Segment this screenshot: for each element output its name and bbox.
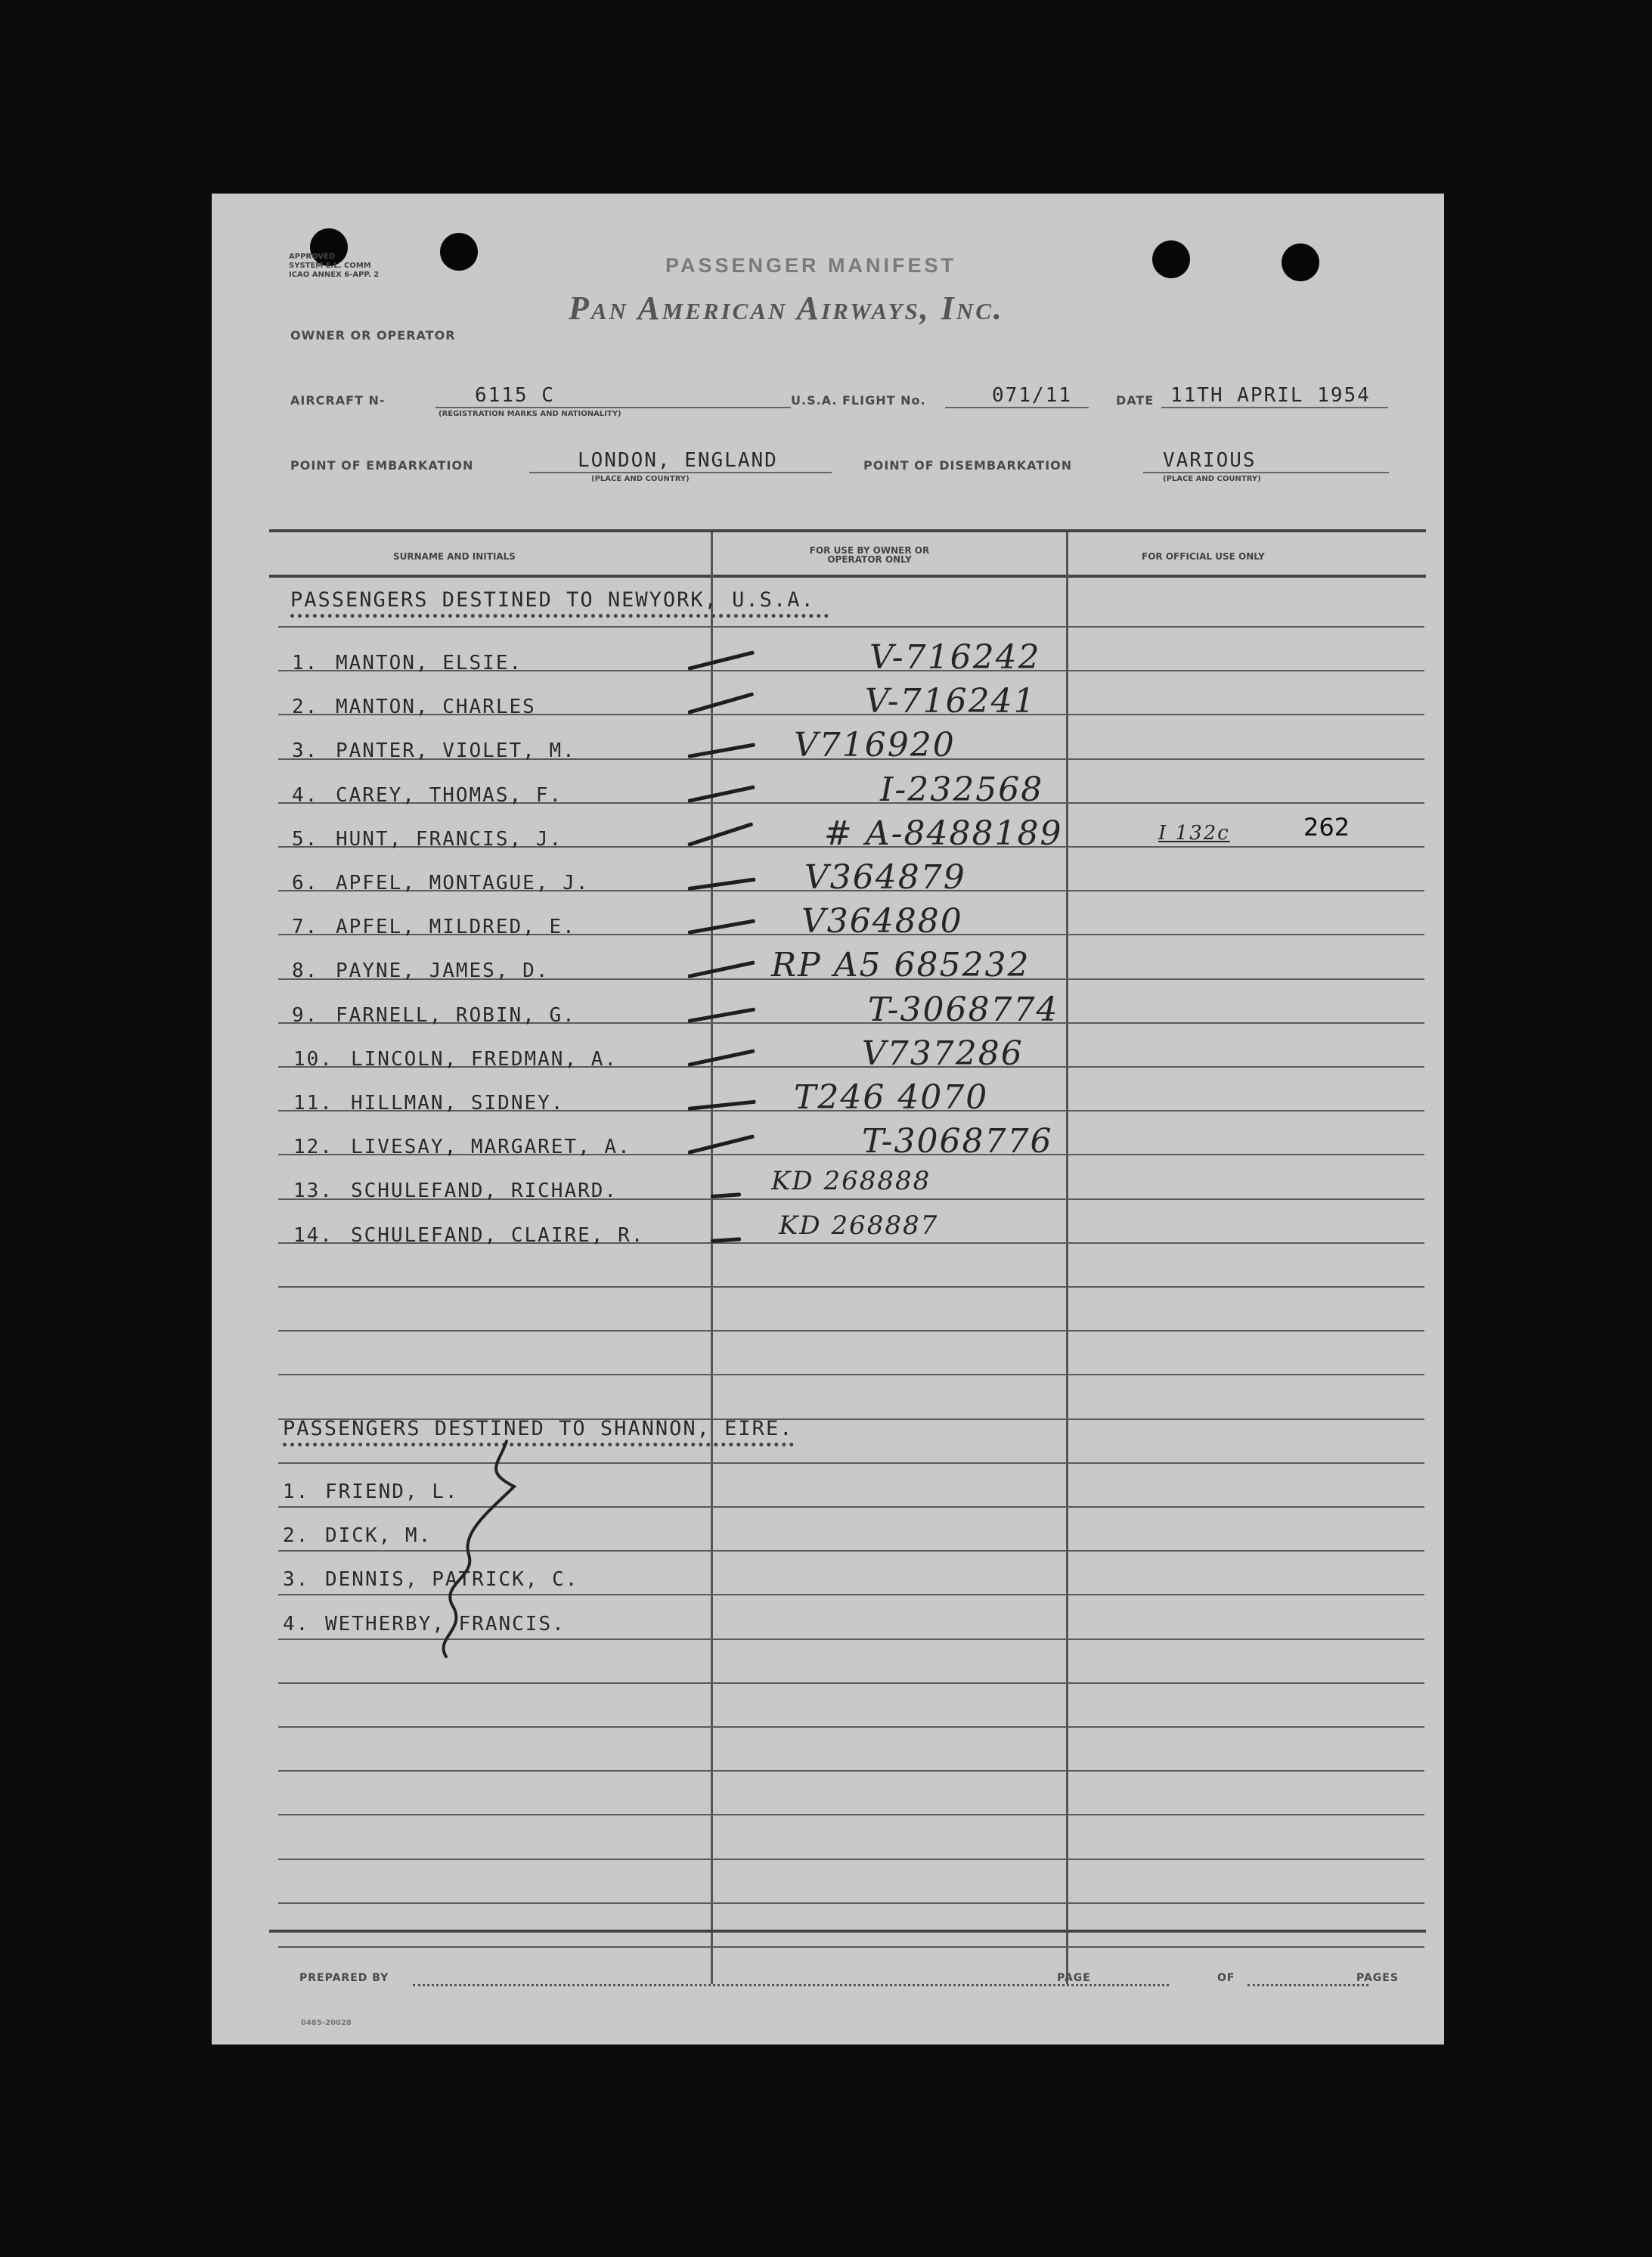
passenger-name: PAYNE, JAMES, D. [336, 960, 550, 983]
disembark-label: POINT OF DISEMBARKATION [863, 458, 1073, 473]
passport-number: V737286 [862, 1034, 1024, 1073]
passport-number: T246 4070 [794, 1078, 989, 1117]
check-mark [687, 650, 755, 671]
passenger-number: 4. [292, 783, 319, 807]
column-header-surname: SURNAME AND INITIALS [393, 551, 516, 562]
disembark-underline [1143, 472, 1389, 473]
row-rule [278, 1682, 1424, 1684]
pages-label: PAGES [1356, 1972, 1399, 1984]
punch-hole [1152, 240, 1190, 278]
passenger-number: 5. [292, 827, 319, 851]
embark-label: POINT OF EMBARKATION [290, 458, 474, 473]
check-mark [687, 692, 754, 715]
passenger-name: SCHULEFAND, RICHARD. [351, 1180, 618, 1203]
check-mark [687, 1049, 755, 1067]
passport-number: V364880 [801, 902, 963, 941]
prepared-by-label: PREPARED BY [299, 1972, 389, 1984]
embark-sub: (PLACE AND COUNTRY) [591, 475, 690, 483]
section-heading-newyork: PASSENGERS DESTINED TO NEWYORK, U.S.A. [290, 588, 815, 612]
passenger-number: 2. [292, 696, 319, 719]
row-rule [278, 1902, 1424, 1904]
passenger-number: 14. [293, 1223, 333, 1247]
flight-underline [945, 407, 1089, 408]
passenger-name: PANTER, VIOLET, M. [336, 739, 576, 763]
punch-hole [440, 233, 478, 271]
heading-dotted-underline [283, 1443, 794, 1446]
passenger-number: 9. [292, 1003, 319, 1027]
passenger-number: 1. [283, 1480, 310, 1503]
passenger-name: APFEL, MILDRED, E. [336, 916, 576, 939]
check-mark [688, 919, 756, 935]
row-rule [278, 1814, 1424, 1815]
check-mark [688, 1007, 756, 1023]
prepared-by-line [413, 1984, 1169, 1986]
passenger-name: LINCOLN, FREDMAN, A. [351, 1047, 618, 1071]
passport-number: KD 268888 [771, 1166, 931, 1197]
passenger-number: 3. [283, 1568, 310, 1592]
check-mark [688, 743, 756, 759]
approval-line: APPROVED [289, 253, 336, 261]
passenger-name: MANTON, ELSIE. [336, 652, 523, 674]
passenger-name: DICK, M. [325, 1524, 432, 1548]
passenger-name: SCHULEFAND, CLAIRE, R. [351, 1223, 645, 1247]
column-divider-2 [1066, 532, 1068, 1984]
column-header-owner-use: FOR USE BY OWNER OR OPERATOR ONLY [809, 545, 930, 565]
aircraft-value: 6115 C [475, 384, 555, 407]
check-mark [688, 877, 756, 890]
official-note: I 132c [1158, 821, 1230, 845]
official-number: 262 [1303, 812, 1350, 842]
passport-number: V716920 [794, 726, 956, 765]
row-rule [278, 1330, 1424, 1332]
owner-label: OWNER OR OPERATOR [290, 328, 456, 343]
embark-underline [529, 472, 832, 473]
check-mark [687, 822, 753, 847]
table-header-rule [269, 575, 1426, 578]
passport-number: V364879 [804, 858, 966, 897]
date-value: 11TH APRIL 1954 [1170, 384, 1371, 407]
table-top-rule [269, 529, 1426, 532]
passenger-number: 10. [293, 1047, 333, 1071]
passport-number: T-3068774 [868, 990, 1059, 1029]
passenger-name: CAREY, THOMAS, F. [336, 783, 563, 807]
aircraft-underline [435, 407, 791, 408]
section-heading-shannon: PASSENGERS DESTINED TO SHANNON, EIRE. [283, 1417, 794, 1440]
manifest-sheet [212, 194, 1444, 2045]
form-title: PASSENGER MANIFEST [665, 254, 957, 277]
check-mark [687, 1134, 755, 1155]
company-name: Pan American Airways, Inc. [569, 290, 1004, 327]
passenger-number: 7. [292, 916, 319, 939]
check-mark [687, 785, 755, 803]
passenger-number: 11. [293, 1092, 333, 1115]
passport-number: RP A5 685232 [771, 946, 1031, 985]
row-rule [278, 1286, 1424, 1288]
passport-number: I-232568 [880, 770, 1044, 809]
row-rule [278, 1770, 1424, 1772]
row-rule [278, 1859, 1424, 1860]
passenger-name: LIVESAY, MARGARET, A. [351, 1136, 631, 1159]
check-mark [687, 961, 755, 979]
passport-number: T-3068776 [862, 1122, 1053, 1161]
passenger-name: MANTON, CHARLES [336, 696, 536, 719]
passenger-number: 1. [292, 652, 319, 674]
embark-value: LONDON, ENGLAND [578, 449, 778, 472]
passenger-number: 3. [292, 739, 319, 763]
passenger-name: WETHERBY, FRANCIS. [325, 1612, 566, 1635]
row-rule [278, 1946, 1424, 1948]
passenger-name: DENNIS, PATRICK, C. [325, 1568, 579, 1592]
passenger-number: 12. [293, 1136, 333, 1159]
passenger-name: HILLMAN, SIDNEY. [351, 1092, 565, 1115]
approval-line: ICAO ANNEX 6-APP. 2 [289, 271, 380, 279]
flight-label: U.S.A. FLIGHT No. [791, 393, 926, 408]
passport-number: V-716242 [869, 638, 1041, 677]
passenger-number: 6. [292, 872, 319, 894]
check-mark [688, 1100, 756, 1111]
passenger-name: HUNT, FRANCIS, J. [336, 827, 563, 851]
date-underline [1161, 407, 1388, 408]
passenger-name: FRIEND, L. [325, 1480, 459, 1503]
passenger-number: 13. [293, 1180, 333, 1203]
passenger-name: APFEL, MONTAGUE, J. [336, 872, 590, 894]
date-label: DATE [1116, 393, 1155, 408]
approval-block [289, 253, 379, 280]
heading-dotted-underline [290, 614, 829, 618]
column-header-official-use: FOR OFFICIAL USE ONLY [1142, 551, 1265, 562]
aircraft-label: AIRCRAFT N- [290, 393, 386, 408]
row-rule [278, 1374, 1424, 1375]
flight-value: 071/11 [992, 384, 1072, 407]
passenger-number: 4. [283, 1612, 310, 1635]
handwritten-bracket [423, 1434, 529, 1660]
disembark-sub: (PLACE AND COUNTRY) [1163, 475, 1261, 483]
passenger-number: 8. [292, 960, 319, 983]
passport-number: V-716241 [865, 682, 1037, 721]
punch-hole [1282, 243, 1319, 281]
aircraft-sub: (REGISTRATION MARKS AND NATIONALITY) [439, 410, 621, 418]
row-rule [278, 1726, 1424, 1728]
passport-number: KD 268887 [779, 1210, 939, 1241]
passport-number: # A-8488189 [824, 814, 1063, 853]
table-bottom-rule [269, 1930, 1426, 1933]
passenger-name: FARNELL, ROBIN, G. [336, 1003, 576, 1027]
pages-line [1248, 1984, 1368, 1986]
passenger-number: 2. [283, 1524, 310, 1548]
page-label: PAGE [1057, 1972, 1091, 1984]
row-rule [278, 626, 1424, 628]
of-label: OF [1217, 1972, 1235, 1984]
disembark-value: VARIOUS [1163, 449, 1257, 472]
form-code: 0485-20028 [301, 2019, 352, 2027]
approval-line: SYSTEM E.L. COMM [289, 262, 371, 270]
